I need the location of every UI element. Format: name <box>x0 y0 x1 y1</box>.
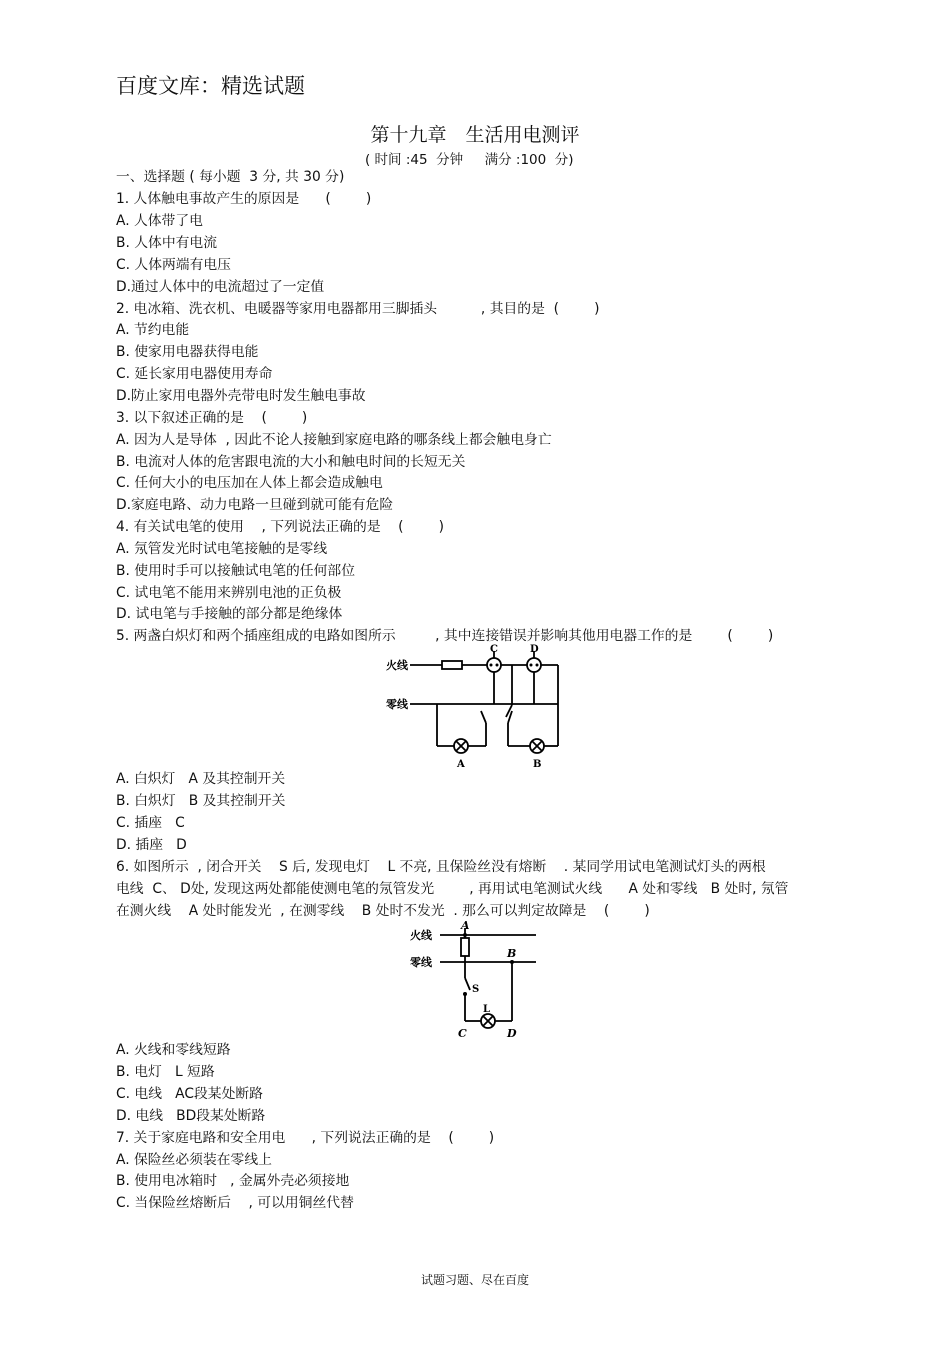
page-header: 百度文库：精选试题 <box>116 74 305 98</box>
option-3c: C. 任何大小的电压加在人体上都会造成触电 <box>116 475 383 491</box>
question-6: 6. 如图所示 , 闭合开关 S 后, 发现电灯 L 不亮, 且保险丝没有熔断 . 某同学用试电笔测试灯头的两根 <box>116 859 766 875</box>
option-6d: D. 电线 BD段某处断路 <box>116 1108 266 1124</box>
page-footer: 试题习题、尽在百度 <box>420 1273 529 1287</box>
page-subtitle: ( 时间 :45 分钟 满分 :100 分) <box>365 152 574 168</box>
lamp-a-label: A <box>457 759 465 770</box>
option-4c: C. 试电笔不能用来辨别电池的正负极 <box>116 585 342 601</box>
question-6-cont-2: 在测火线 A 处时能发光 , 在测零线 B 处时不发光 . 那么可以判定故障是 ( ) <box>116 903 650 919</box>
option-7c: C. 当保险丝熔断后 , 可以用铜丝代替 <box>116 1195 354 1211</box>
switch-s-label: S <box>472 984 480 995</box>
option-1a: A. 人体带了电 <box>116 213 203 229</box>
option-2b: B. 使家用电器获得电能 <box>116 344 259 360</box>
question-6-cont-1: 电线 C、 D处, 发现这两处都能使测电笔的氖管发光 , 再用试电笔测试火线 A 处和零线 B 处时, 氖管 <box>116 881 789 897</box>
option-7a: A. 保险丝必须装在零线上 <box>116 1152 272 1168</box>
option-6a: A. 火线和零线短路 <box>116 1042 231 1058</box>
live-wire-label: 火线 <box>410 929 432 942</box>
question-7: 7. 关于家庭电路和安全用电 , 下列说法正确的是 ( ) <box>116 1130 495 1146</box>
lamp-b-label: B <box>533 759 542 770</box>
option-4d: D. 试电笔与手接触的部分都是绝缘体 <box>116 606 343 622</box>
point-a-label: A <box>461 919 470 932</box>
socket-d-label: D <box>530 644 539 655</box>
point-c-label: C <box>458 1027 467 1040</box>
option-5d: D. 插座 D <box>116 837 187 853</box>
option-7b: B. 使用电冰箱时 , 金属外壳必须接地 <box>116 1173 350 1189</box>
question-2: 2. 电冰箱、洗衣机、电暖器等家用电器都用三脚插头 , 其目的是 ( ) <box>116 301 600 317</box>
neutral-wire-label: 零线 <box>410 956 432 969</box>
option-3d: D.家庭电路、动力电路一旦碰到就可能有危险 <box>116 497 394 513</box>
option-1b: B. 人体中有电流 <box>116 235 218 251</box>
option-5b: B. 白炽灯 B 及其控制开关 <box>116 793 286 809</box>
point-b-label: B <box>507 947 517 960</box>
circuit-figure-1 <box>380 643 580 773</box>
option-2d: D.防止家用电器外壳带电时发生触电事故 <box>116 388 366 404</box>
option-3a: A. 因为人是导体 , 因此不论人接触到家庭电路的哪条线上都会触电身亡 <box>116 432 552 448</box>
live-wire-label: 火线 <box>386 659 408 672</box>
option-1d: D.通过人体中的电流超过了一定值 <box>116 279 325 295</box>
socket-c-label: C <box>490 644 498 655</box>
page-title: 第十九章 生活用电测评 <box>370 124 580 146</box>
neutral-wire-label: 零线 <box>386 698 408 711</box>
option-4b: B. 使用时手可以接触试电笔的任何部位 <box>116 563 355 579</box>
question-4: 4. 有关试电笔的使用 , 下列说法正确的是 ( ) <box>116 519 445 535</box>
option-1c: C. 人体两端有电压 <box>116 257 231 273</box>
option-4a: A. 氖管发光时试电笔接触的是零线 <box>116 541 328 557</box>
option-5c: C. 插座 C <box>116 815 185 831</box>
question-1: 1. 人体触电事故产生的原因是 ( ) <box>116 191 372 207</box>
question-3: 3. 以下叙述正确的是 ( ) <box>116 410 308 426</box>
lamp-l-label: L <box>483 1004 491 1015</box>
point-d-label: D <box>507 1027 517 1040</box>
option-6b: B. 电灯 L 短路 <box>116 1064 215 1080</box>
section-heading: 一、选择题 ( 每小题 3 分, 共 30 分) <box>116 169 345 185</box>
option-2c: C. 延长家用电器使用寿命 <box>116 366 273 382</box>
option-2a: A. 节约电能 <box>116 322 190 338</box>
option-5a: A. 白炽灯 A 及其控制开关 <box>116 771 286 787</box>
question-5: 5. 两盏白炽灯和两个插座组成的电路如图所示 , 其中连接错误并影响其他用电器工作的是 ( ) <box>116 628 774 644</box>
option-3b: B. 电流对人体的危害跟电流的大小和触电时间的长短无关 <box>116 454 466 470</box>
circuit-figure-2 <box>408 918 548 1043</box>
option-6c: C. 电线 AC段某处断路 <box>116 1086 263 1102</box>
